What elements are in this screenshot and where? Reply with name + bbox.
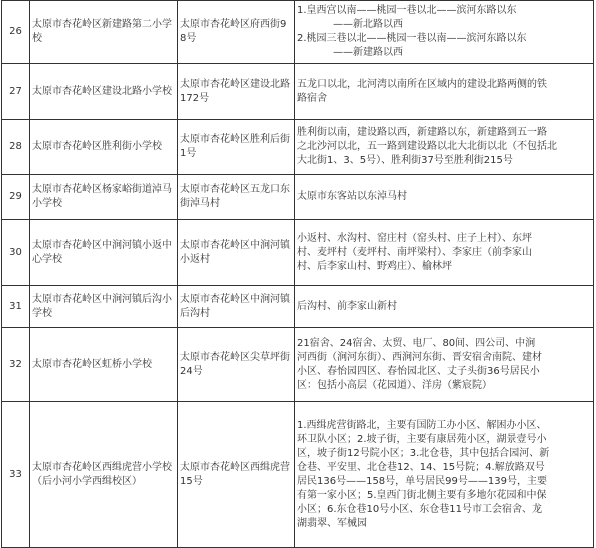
- area-line: 区：包括小高层（花园道）、洋房（紫宸院）: [297, 379, 492, 391]
- service-area: [295, 220, 594, 286]
- school-address: 太原市杏花岭区府西街98号: [178, 1, 295, 64]
- area-line: 太原市东客站以东淖马村: [297, 191, 407, 202]
- area-line: 之北沙河以北，五一路到建设路以北大北街以北（不包括北: [297, 141, 557, 152]
- school-address: 太原市杏花岭区尖草坪街24号: [178, 328, 295, 402]
- area-line: 村、后李家山村、野鸡庄）、榆林坪: [297, 260, 452, 272]
- service-area: [295, 402, 594, 548]
- area-line: 1.皇西宫以南——桃园一巷以北——滨河东路以东: [297, 5, 517, 16]
- area-line: 小区、春怡园四区、春怡园北区、丈子头街36号居民小: [297, 365, 540, 377]
- service-area: [295, 120, 594, 175]
- school-district-table: [1, 0, 594, 548]
- school-address: 太原市杏花岭区中涧河镇后沟村: [178, 286, 295, 328]
- school-address: 太原市杏花岭区西缉虎营15号: [178, 402, 295, 548]
- school-name: 太原市杏花岭区西缉虎营小学校（后小河小学西缉校区）: [30, 402, 178, 548]
- area-line: ——新北路以西: [333, 19, 403, 30]
- school-name: 太原市杏花岭区虹桥小学校: [30, 328, 178, 402]
- service-area: [295, 175, 594, 220]
- school-name: 太原市杏花岭区中涧河镇后沟小学校: [30, 286, 178, 328]
- table-row: [2, 120, 594, 175]
- area-line: 五龙口以北，北河湾以南所在区域内的建设北路两侧的铁: [297, 78, 547, 90]
- area-line: 路宿舍: [297, 92, 327, 104]
- table-row: [2, 1, 594, 64]
- school-name: 太原市杏花岭区杨家峪街道淖马小学校: [30, 175, 178, 220]
- area-line: ——新建路以西: [333, 47, 403, 58]
- school-address: 太原市杏花岭区中涧河镇小返村: [178, 220, 295, 286]
- area-line: 21宿舍、24宿舍、太贸、电厂、80间、四公司、中涧: [297, 337, 536, 349]
- row-number: 32: [2, 328, 30, 402]
- table-row: [2, 220, 594, 286]
- service-area: [295, 328, 594, 402]
- area-line: 湖翡翠、军械园: [297, 517, 367, 529]
- service-area: [295, 1, 594, 64]
- area-line: 仓巷、平安里、北仓巷12、14、15号院；4.解放路双号: [297, 461, 545, 473]
- school-address: 太原市杏花岭区胜利后街1号: [178, 120, 295, 175]
- area-line: 大北街1、3、5号）、胜利街37号至胜利街215号: [297, 155, 513, 166]
- area-line: 居民136号——158号，单号居民99号——139号，主要: [297, 475, 547, 487]
- row-number: 29: [2, 175, 30, 220]
- area-line: 后沟村、前李家山新村: [297, 300, 397, 312]
- table-row: [2, 286, 594, 328]
- school-name: 太原市杏花岭区新建路第二小学校: [30, 1, 178, 64]
- school-name: 太原市杏花岭区胜利街小学校: [30, 120, 178, 175]
- area-line: 小区；6.东仓巷10号小区、东仓巷11号市工会宿舍、龙: [297, 503, 542, 515]
- table-row: [2, 64, 594, 120]
- school-name: 太原市杏花岭区中涧河镇小返中心学校: [30, 220, 178, 286]
- area-line: 1.西缉虎营街路北，主要有国防工办小区、解困办小区、: [297, 419, 547, 431]
- row-number: 26: [2, 1, 30, 64]
- table-row: [2, 175, 594, 220]
- area-line: 胜利街以南，建设路以西，新建路以东，新建路到五一路: [297, 127, 547, 138]
- area-line: 环卫队小区；2.坡子街，主要有康居苑小区，湖景壹号小: [297, 433, 547, 445]
- area-line: 区，坡子街12号院小区；3.北仓巷，其中包括合园河、新: [297, 447, 550, 459]
- row-number: 33: [2, 402, 30, 548]
- area-line: 有第一家小区；5.皇西门街北侧主要有多地尔花园和中保: [297, 489, 547, 501]
- table-row: [2, 328, 594, 402]
- area-line: 河西街（涧河东街）、西涧河东街、晋安宿舍南院、建材: [297, 351, 542, 363]
- school-address: 太原市杏花岭区五龙口东街淖马村: [178, 175, 295, 220]
- area-line: 2.桃园三巷以北——桃园一巷以南——滨河东路以东: [297, 33, 527, 44]
- service-area: [295, 286, 594, 328]
- row-number: 28: [2, 120, 30, 175]
- row-number: 31: [2, 286, 30, 328]
- school-name: 太原市杏花岭区建设北路小学校: [30, 64, 178, 120]
- area-line: 小返村、水沟村、窑庄村（窑头村、庄子上村）、东坪: [297, 232, 532, 244]
- table-row: [2, 402, 594, 548]
- row-number: 27: [2, 64, 30, 120]
- school-address: 太原市杏花岭区建设北路172号: [178, 64, 295, 120]
- area-line: 村、麦坪村（麦坪村、南坪梁村）、李家庄（前李家山: [297, 246, 532, 258]
- service-area: [295, 64, 594, 120]
- row-number: 30: [2, 220, 30, 286]
